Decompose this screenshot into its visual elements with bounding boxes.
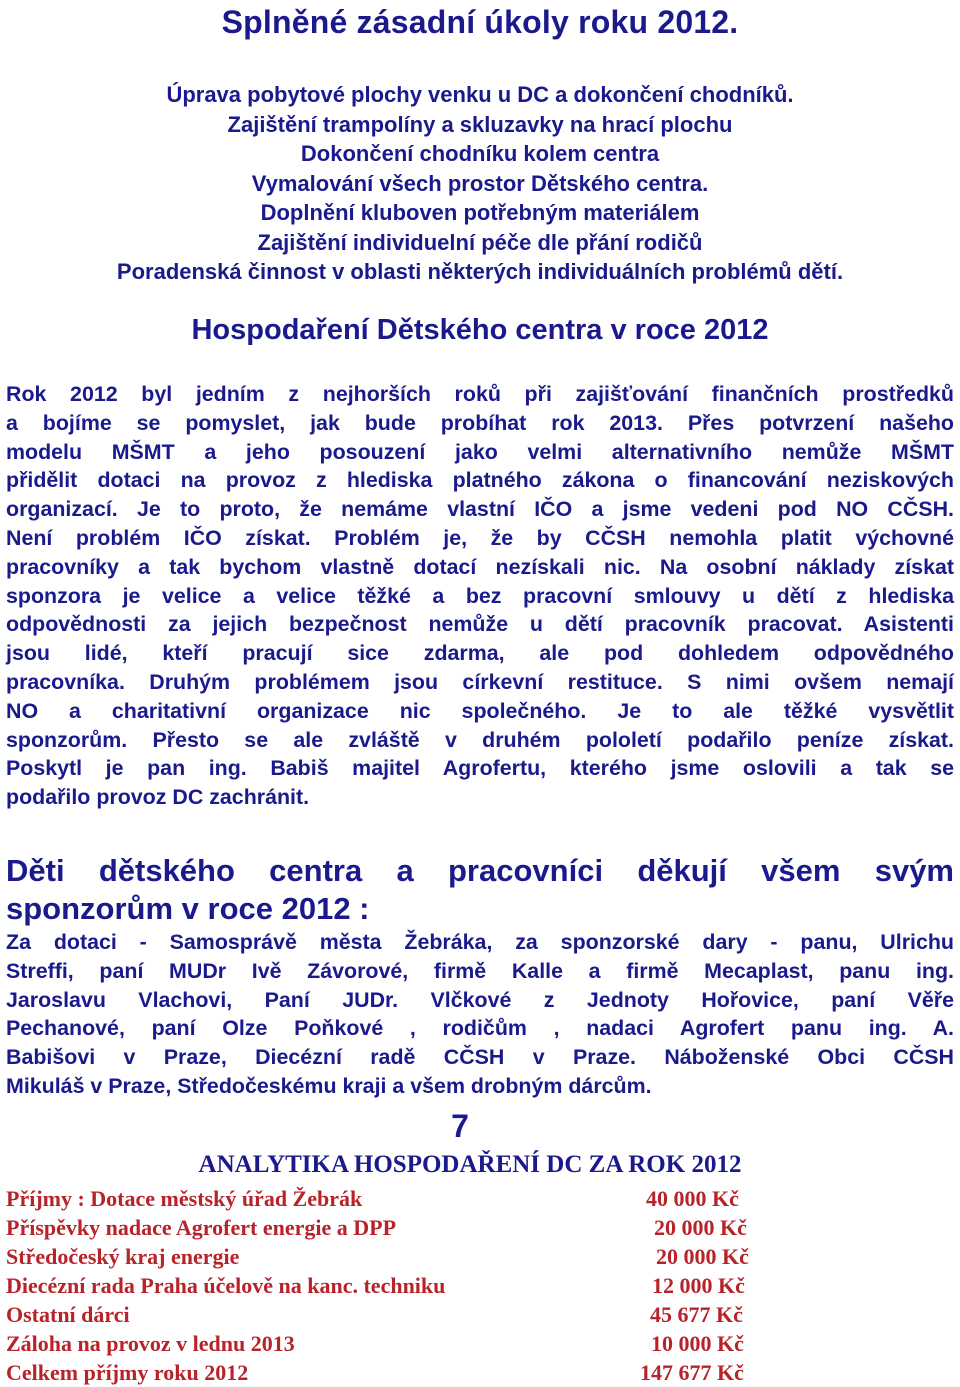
thanks-heading <box>6 852 954 928</box>
income-row <box>6 1242 806 1271</box>
income-row <box>6 1300 806 1329</box>
paragraph-line: sponzora je velice a velice těžké a bez pracovní smlouvy u dětí z hlediska <box>6 583 954 608</box>
income-label <box>6 1184 362 1213</box>
income-label <box>6 1271 445 1300</box>
income-label <box>6 1213 396 1242</box>
paragraph-line: a bojíme se pomyslet, jak bude probíhat rok 2013. Přes potvrzení našeho <box>6 410 954 435</box>
paragraph-line: sponzorům. Přesto se ale zvláště v druhém pololetí podařilo peníze získat. <box>6 727 954 752</box>
income-label-part: Dotace městský úřad Žebrák <box>90 1186 363 1211</box>
income-amount: 10 000 Kč <box>651 1331 744 1356</box>
achievement-item: Zajištění trampolíny a skluzavky na hrací plochu <box>227 111 733 137</box>
paragraph-line: Streffi, paní MUDr Ivě Závorové, firmě Kalle a firmě Mecaplast, panu ing. <box>6 958 954 983</box>
heading-line: sponzorům v roce 2012 : <box>6 891 370 926</box>
paragraph-line: Za dotaci - Samosprávě města Žebráka, za sponzorské dary - panu, Ulrichu <box>6 930 954 954</box>
page-number: 7 <box>451 1108 469 1144</box>
income-row <box>6 1358 806 1387</box>
income-label-part: účelově na kanc. techniku <box>203 1273 446 1298</box>
income-table <box>6 1184 806 1387</box>
paragraph-line: organizací. Je to proto, že nemáme vlastní IČO a jsme vedeni pod NO CČSH. <box>6 497 954 522</box>
page-title: Splněné zásadní úkoly roku 2012. <box>221 4 739 40</box>
achievement-item: Zajištění individuelní péče dle přání rodičů <box>257 229 703 255</box>
paragraph-line: podařilo provoz DC zachránit. <box>6 785 310 810</box>
income-label-part: Celkem příjmy roku 2012 <box>6 1360 249 1385</box>
paragraph-line: pracovníka. Druhým problémem jsou církevní restituce. S nimi ovšem nemají <box>6 669 954 694</box>
paragraph-line: modelu MŠMT a jeho posouzení jako velmi alternativního nemůže MŠMT <box>6 439 954 464</box>
income-row <box>6 1271 806 1300</box>
income-row <box>6 1329 806 1358</box>
paragraph-line: Poskytl je pan ing. Babiš majitel Agrofertu, kterého jsme oslovili a tak se <box>6 756 954 781</box>
paragraph-line: Není problém IČO získat. Problém je, že by CČSH nemohla platit výchovné <box>6 525 954 550</box>
paragraph-line: jsou lidé, kteří pracují sice zdarma, ale pod dohledem odpovědného <box>6 641 954 666</box>
income-label-part: Záloha na provoz v lednu 2013 <box>6 1331 295 1356</box>
income-amount: 20 000 Kč <box>654 1215 747 1240</box>
achievement-item: Dokončení chodníku kolem centra <box>300 141 660 166</box>
paragraph-line: odpovědnosti za jejich bezpečnost nemůže u dětí pracovník pracovat. Asistenti <box>6 612 954 637</box>
finance-paragraph <box>6 380 954 812</box>
paragraph-line: přidělit dotaci na provoz z hlediska platného zákona o financování neziskových <box>6 468 954 493</box>
analytics-title: ANALYTIKA HOSPODAŘENÍ DC ZA ROK 2012 <box>198 1151 742 1178</box>
thanks-paragraph <box>6 928 954 1101</box>
achievements-list <box>0 80 960 287</box>
income-label-part: Agrofert energie a DPP <box>175 1215 397 1240</box>
income-label-part: Příjmy : <box>6 1186 91 1211</box>
paragraph-line: Babišovi v Praze, Diecézní radě CČSH v Praze. Náboženské Obci CČSH <box>6 1045 954 1070</box>
income-amount: 45 677 Kč <box>650 1302 743 1327</box>
income-label-part: Středočeský kraj <box>6 1244 171 1269</box>
paragraph-line: Pechanové, paní Olze Poňkové , rodičům , nadaci Agrofert panu ing. A. <box>6 1016 954 1041</box>
income-label <box>6 1300 130 1329</box>
achievement-item: Poradenská činnost v oblasti některých individuálních problémů dětí. <box>116 259 844 284</box>
achievement-item: Úprava pobytové plochy venku u DC a dokončení chodníků. <box>166 82 794 107</box>
paragraph-line: Jaroslavu Vlachovi, Paní JUDr. Vlčkové z Jednoty Hořovice, paní Věře <box>6 987 954 1012</box>
achievement-item: Doplnění kluboven potřebným materiálem <box>260 200 700 225</box>
finance-heading: Hospodaření Dětského centra v roce 2012 <box>191 314 769 346</box>
paragraph-line: Rok 2012 byl jedním z nejhorších roků při zajišťování finančních prostředků <box>6 382 954 406</box>
paragraph-line: pracovníky a tak bychom vlastně dotací nezískali nic. Na osobní náklady získat <box>6 554 954 579</box>
paragraph-line: Mikuláš v Praze, Středočeskému kraji a všem drobným dárcům. <box>6 1073 652 1098</box>
income-amount: 147 677 Kč <box>640 1360 744 1385</box>
income-label-part: Ostatní dárci <box>6 1302 130 1327</box>
income-label <box>6 1358 248 1387</box>
income-label-part: energie <box>170 1244 240 1269</box>
achievement-item: Vymalování všech prostor Dětského centra. <box>251 170 709 196</box>
income-amount: 40 000 Kč <box>646 1186 739 1211</box>
income-label-part: Příspěvky nadace <box>6 1215 176 1240</box>
heading-line: Děti dětského centra a pracovníci děkují všem svým <box>6 853 954 888</box>
income-label-part: Diecézní rada Praha <box>6 1273 204 1298</box>
income-row <box>6 1184 806 1213</box>
income-amount: 12 000 Kč <box>652 1273 745 1298</box>
income-row <box>6 1213 806 1242</box>
income-label <box>6 1242 239 1271</box>
income-amount: 20 000 Kč <box>656 1244 749 1269</box>
income-label <box>6 1329 295 1358</box>
paragraph-line: NO a charitativní organizace nic společného. Je to ale těžké vysvětlit <box>6 698 954 723</box>
